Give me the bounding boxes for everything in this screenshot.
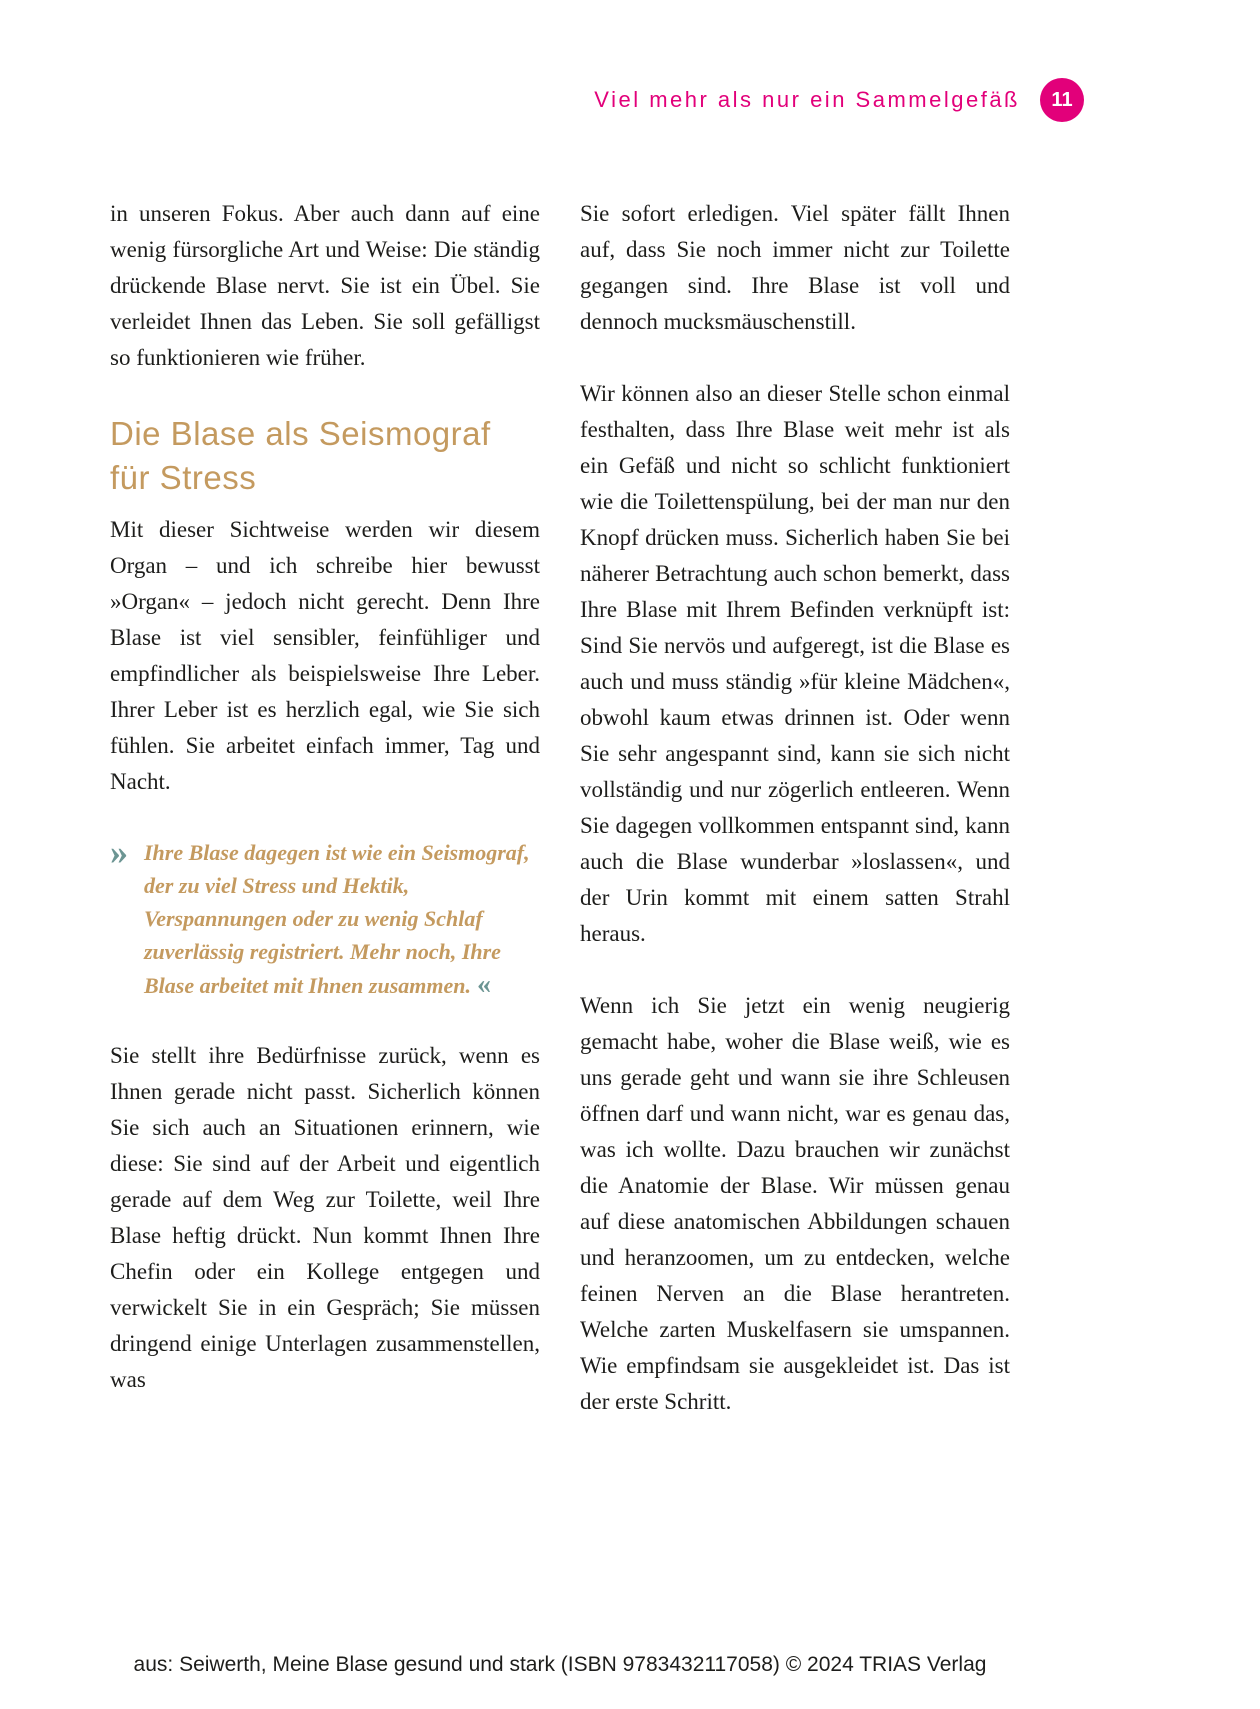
- copyright-line: aus: Seiwerth, Meine Blase gesund und stark (ISBN 9783432117058) © 2024 TRIAS Verlag: [133, 1653, 987, 1676]
- pull-quote-body: Ihre Blase dagegen ist wie ein Seismograf, der zu viel Stress und Hektik, Verspannungen oder zu wenig Schlaf zuverlässig registriert. Mehr noch, Ihre Blase arbeitet mit Ihnen zusammen.: [144, 840, 530, 998]
- quote-open-icon: »: [110, 832, 128, 872]
- paragraph: Mit dieser Sichtweise werden wir diesem Organ – und ich schreibe hier bewusst »Organ« – jedoch nicht gerecht. Denn Ihre Blase ist viel sensibler, feinfühliger und empfindlicher als beispielsweise Ihre Leber. Ihrer Leber ist es herzlich egal, wie Sie sich fühlen. Sie arbeitet einfach immer, Tag und Nacht.: [110, 517, 540, 794]
- page-number-badge: 11: [1040, 78, 1084, 122]
- paragraph: Wenn ich Sie jetzt ein wenig neugierig gemacht habe, woher die Blase weiß, wie es uns gerade geht und wann sie ihre Schleusen öffnen darf und wann nicht, war es genau das, was ich wollte. Dazu brauchen wir zunächst die Anatomie der Blase. Wir müssen genau auf diese anatomischen Abbildungen schauen und heranzoomen, um zu entdecken, welche feinen Nerven an die Blase herantreten. Welche zarten Muskelfasern sie umspannen. Wie empfindsam sie ausgekleidet ist. Das ist der erste Schritt.: [580, 993, 1010, 1414]
- section-heading: Die Blase als Seismograf für Stress: [110, 415, 491, 496]
- paragraph: Wir können also an dieser Stelle schon einmal festhalten, dass Ihre Blase weit mehr ist als ein Gefäß und nicht so schlicht funktioniert wie die Toilettenspülung, bei der man nur den Knopf drücken muss. Sicherlich haben Sie bei näherer Betrachtung auch schon bemerkt, dass Ihre Blase mit Ihrem Befinden verknüpft ist: Sind Sie nervös und aufgeregt, ist die Blase es auch und muss ständig »für kleine Mädchen«, obwohl kaum etwas drinnen ist. Oder wenn Sie sehr angespannt sind, kann sie sich nicht vollständig und nur zögerlich entleeren. Wenn Sie dagegen vollkommen entspannt sind, kann auch die Blase wunderbar »loslassen«, und der Urin kommt mit einem satten Strahl heraus.: [580, 381, 1010, 946]
- paragraph: Sie sofort erledigen. Viel später fällt Ihnen auf, dass Sie noch immer nicht zur Toilette gegangen sind. Ihre Blase ist voll und dennoch mucksmäuschenstill.: [580, 201, 1010, 334]
- paragraph: in unseren Fokus. Aber auch dann auf eine wenig fürsorgliche Art und Weise: Die ständig drückende Blase nervt. Sie ist ein Übel. Sie verleidet Ihnen das Leben. Sie soll gefälligst so funktionieren wie früher.: [110, 201, 540, 370]
- page-footer: [110, 1653, 1010, 1677]
- pull-quote: [110, 832, 540, 1002]
- left-column: [110, 196, 540, 1456]
- pull-quote-text: [144, 836, 540, 1002]
- right-column: [580, 196, 1010, 1456]
- page-header: [594, 78, 1084, 122]
- quote-close-icon: «: [477, 969, 491, 1000]
- text-columns: [110, 196, 1010, 1456]
- paragraph: Sie stellt ihre Bedürfnisse zurück, wenn es Ihnen gerade nicht passt. Sicherlich können Sie sich auch an Situationen erinnern, wie diese: Sie sind auf der Arbeit und eigentlich gerade auf dem Weg zur Toilette, weil Ihre Blase heftig drückt. Nun kommt Ihnen Ihre Chefin oder ein Kollege entgegen und verwickelt Sie in ein Gespräch; Sie müssen dringend einige Unterlagen zusammenstellen, was: [110, 1043, 540, 1392]
- running-title: Viel mehr als nur ein Sammelgefäß: [594, 87, 1020, 112]
